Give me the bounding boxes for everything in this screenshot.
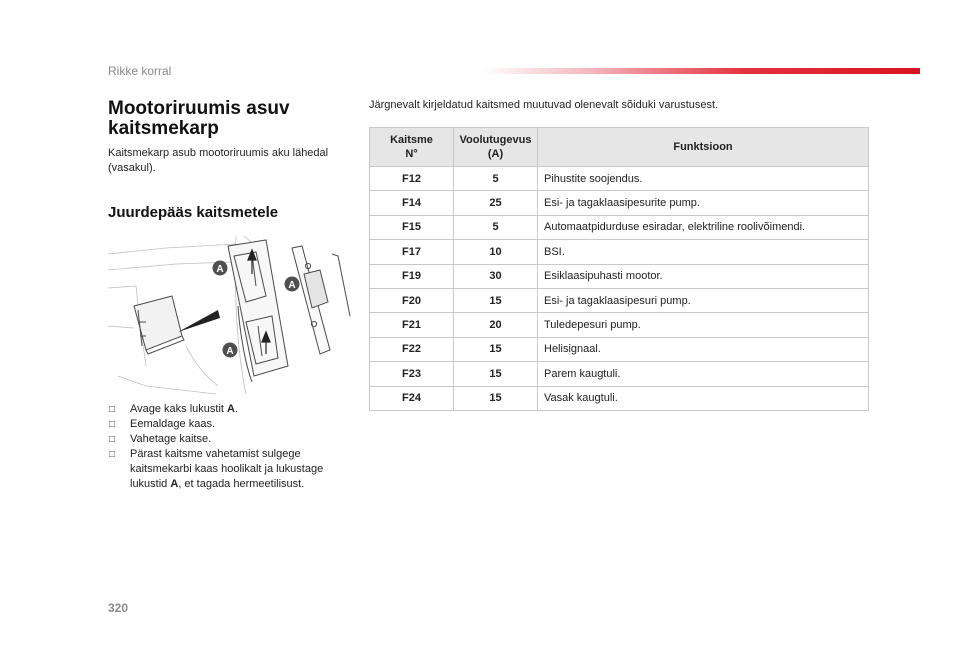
svg-text:A: A	[288, 280, 296, 291]
table-header-row	[370, 128, 869, 167]
table-row	[370, 264, 869, 288]
fuse-box-illustration	[106, 226, 352, 396]
header-accent-bar	[480, 68, 920, 74]
table-row	[370, 191, 869, 215]
fuse-number-cell: F20	[370, 288, 454, 312]
instruction-item: □ Eemaldage kaas.	[109, 418, 215, 430]
column-header-fuse-number: Kaitsme N°	[370, 128, 454, 167]
fuse-number-cell: F19	[370, 264, 454, 288]
page-title: Mootoriruumis asuv kaitsmekarp	[108, 98, 290, 139]
current-cell: 25	[454, 191, 538, 215]
checkbox-bullet-icon: □	[109, 449, 116, 460]
current-cell: 10	[454, 240, 538, 264]
function-cell: BSI.	[538, 240, 869, 264]
fuse-number-cell: F24	[370, 386, 454, 410]
function-cell: Tuledepesuri pump.	[538, 313, 869, 337]
fuse-number-cell: F23	[370, 362, 454, 386]
table-row	[370, 240, 869, 264]
table-row	[370, 288, 869, 312]
instruction-item: □ Vahetage kaitse.	[109, 433, 212, 445]
fuse-table	[369, 127, 869, 411]
function-cell: Helisignaal.	[538, 337, 869, 361]
function-cell: Esi- ja tagaklaasipesuri pump.	[538, 288, 869, 312]
checkbox-bullet-icon: □	[109, 419, 116, 430]
function-cell: Pihustite soojendus.	[538, 167, 869, 191]
fuse-number-cell: F15	[370, 215, 454, 239]
column-header-current: Voolutugevus (A)	[454, 128, 538, 167]
function-cell: Esiklaasipuhasti mootor.	[538, 264, 869, 288]
current-cell: 5	[454, 215, 538, 239]
column-header-function: Funktsioon	[538, 128, 869, 167]
table-intro: Järgnevalt kirjeldatud kaitsmed muutuvad olenevalt sõiduki varustusest.	[369, 99, 719, 111]
table-row	[370, 362, 869, 386]
function-cell: Automaatpidurduse esiradar, elektriline roolivõimendi.	[538, 215, 869, 239]
instruction-item: □ Avage kaks lukustit A.	[109, 403, 239, 415]
function-cell: Vasak kaugtuli.	[538, 386, 869, 410]
latch-detail	[292, 246, 350, 354]
svg-text:A: A	[226, 346, 234, 357]
table-row	[370, 313, 869, 337]
fuse-number-cell: F14	[370, 191, 454, 215]
current-cell: 30	[454, 264, 538, 288]
fuse-box	[134, 296, 184, 354]
current-cell: 15	[454, 386, 538, 410]
page-number: 320	[108, 601, 129, 615]
section-label: Rikke korral	[108, 64, 172, 78]
table-row	[370, 167, 869, 191]
intro-text: Kaitsmekarp asub mootoriruumis aku lähedal (vasakul).	[108, 147, 329, 174]
table-row	[370, 215, 869, 239]
section-heading: Juurdepääs kaitsmetele	[108, 204, 279, 221]
table-row	[370, 337, 869, 361]
fuse-number-cell: F22	[370, 337, 454, 361]
fuse-number-cell: F12	[370, 167, 454, 191]
function-cell: Parem kaugtuli.	[538, 362, 869, 386]
function-cell: Esi- ja tagaklaasipesurite pump.	[538, 191, 869, 215]
current-cell: 15	[454, 337, 538, 361]
fuse-number-cell: F17	[370, 240, 454, 264]
current-cell: 5	[454, 167, 538, 191]
current-cell: 20	[454, 313, 538, 337]
current-cell: 15	[454, 362, 538, 386]
fuse-number-cell: F21	[370, 313, 454, 337]
fuse-box-cover	[228, 240, 288, 382]
instruction-item: □ Pärast kaitsme vahetamist sulgege kaitsmekarbi kaas hoolikalt ja lukustage lukustid A, et tagada hermeetilisust.	[109, 448, 324, 490]
current-cell: 15	[454, 288, 538, 312]
table-row	[370, 386, 869, 410]
svg-text:A: A	[216, 264, 224, 275]
checkbox-bullet-icon: □	[109, 434, 116, 445]
checkbox-bullet-icon: □	[109, 404, 116, 415]
pointer-arrow	[178, 310, 220, 332]
instruction-list	[108, 402, 348, 492]
